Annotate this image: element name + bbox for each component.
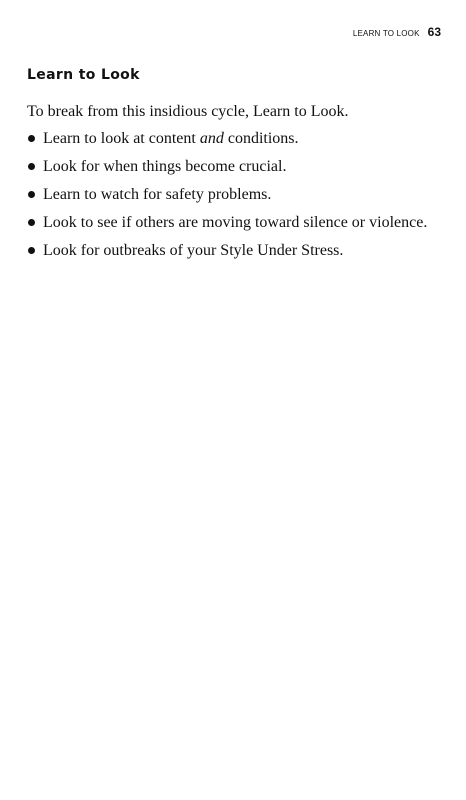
bullet-item-crucial [27,156,427,184]
bullet-text: Look for when things become crucial. [43,158,287,175]
bullet-icon [27,128,43,149]
bullet-icon [27,156,43,177]
bullet-text-start: Learn to look at content [43,130,200,147]
bullet-text: Learn to watch for safety problems. [43,186,272,203]
bullet-icon [27,212,43,233]
bullet-icon [27,240,43,261]
running-head [353,25,441,39]
bullet-text [43,128,299,149]
bullet-item-content-conditions [27,128,427,156]
bullet-text-end: conditions. [223,130,299,147]
page-number: 63 [427,25,441,39]
bullet-icon [27,184,43,205]
bullet-item-silence-violence [27,212,427,240]
bullet-text: Look for outbreaks of your Style Under Stress. [43,242,344,259]
bullet-item-safety [27,184,427,212]
emphasized-word: and [199,130,224,147]
bullet-text: Look to see if others are moving toward silence or violence. [43,214,428,231]
bullet-item-style-under-stress [27,240,427,268]
section-title: Learn to Look [27,67,140,83]
intro-paragraph: To break from this insidious cycle, Learn to Look. [27,103,349,120]
running-title: LEARN TO LOOK [352,29,420,38]
bullet-list [27,128,427,268]
